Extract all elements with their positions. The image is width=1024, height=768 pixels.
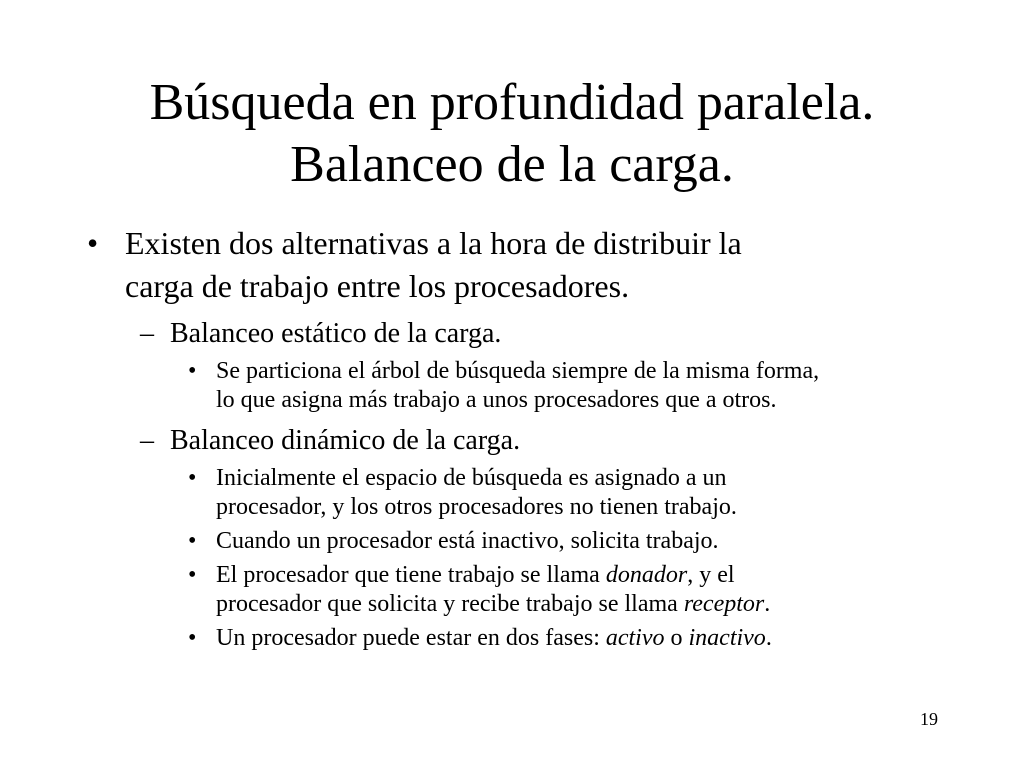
bullet-marker: • [188, 358, 197, 384]
static-item-1 [188, 357, 946, 415]
dynamic-item-4-text-b: o [664, 625, 689, 651]
dynamic-item-2 [188, 527, 946, 556]
bullet-marker: • [188, 625, 197, 651]
dynamic-item-1-line2: procesador, y los otros procesadores no tienen trabajo. [216, 494, 737, 520]
sub-bullet-static [140, 316, 930, 352]
title-line-1: Búsqueda en profundidad paralela. [149, 74, 875, 131]
static-item-1-line1: Se particiona el árbol de búsqueda siempre de la misma forma, [216, 358, 820, 384]
bullet-marker: • [188, 562, 197, 588]
dynamic-item-3-text-a: El procesador que tiene trabajo se llama [216, 562, 606, 588]
page-number: 19 [920, 709, 938, 729]
dash-marker: – [140, 318, 154, 349]
bullet-main-line2: carga de trabajo entre los procesadores. [125, 268, 630, 304]
dynamic-item-3-text-d: . [764, 591, 771, 617]
sub-bullet-dynamic [140, 423, 930, 459]
dynamic-item-3-text-b: , y el [687, 562, 735, 588]
sub-bullet-static-text: Balanceo estático de la carga. [170, 318, 502, 349]
term-donador: donador [605, 562, 688, 588]
dynamic-item-1-line1: Inicialmente el espacio de búsqueda es asignado a un [216, 465, 727, 491]
term-receptor: receptor [683, 591, 765, 617]
bullet-marker: • [188, 465, 197, 491]
dynamic-item-3-text-c: procesador que solicita y recibe trabajo se llama [216, 591, 684, 617]
dynamic-item-3 [188, 561, 946, 619]
sub-bullet-dynamic-text: Balanceo dinámico de la carga. [170, 425, 521, 456]
dynamic-item-1 [188, 464, 946, 522]
title-line-2: Balanceo de la carga. [290, 136, 734, 193]
dynamic-item-4 [188, 624, 946, 653]
term-activo: activo [605, 625, 665, 651]
bullet-main-line1: Existen dos alternativas a la hora de distribuir la [125, 225, 742, 261]
dash-marker: – [140, 425, 154, 456]
term-inactivo: inactivo [688, 625, 766, 651]
dynamic-item-4-text-c: . [765, 625, 772, 651]
slide-content [0, 222, 1024, 653]
dynamic-item-4-text-a: Un procesador puede estar en dos fases: [216, 625, 606, 651]
dynamic-item-2-line1: Cuando un procesador está inactivo, solicita trabajo. [216, 528, 719, 554]
bullet-main [87, 222, 915, 308]
slide-title [0, 72, 1024, 196]
bullet-marker: • [188, 528, 197, 554]
bullet-marker: • [87, 225, 99, 261]
static-item-1-line2: lo que asigna más trabajo a unos procesadores que a otros. [216, 387, 777, 413]
